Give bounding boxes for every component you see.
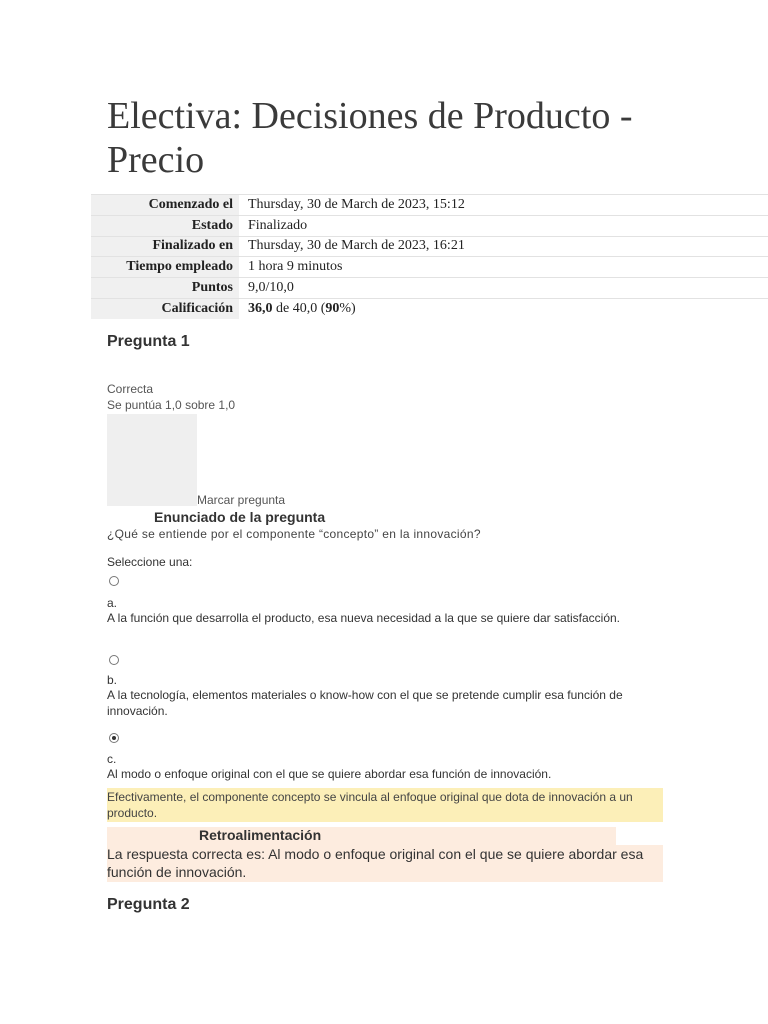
option-b-radio[interactable] <box>109 655 119 665</box>
flag-question-link[interactable]: Marcar pregunta <box>197 493 286 507</box>
right-answer-feedback: La respuesta correcta es: Al modo o enfoque original con el que se quiere abordar esa función de innovación. <box>107 845 663 882</box>
option-b-letter: b. <box>107 673 118 687</box>
question-statement-heading: Enunciado de la pregunta <box>154 509 326 525</box>
summary-row-started <box>91 195 768 216</box>
grade-percent: 90 <box>325 301 340 317</box>
option-a-letter: a. <box>107 596 118 610</box>
question-grade: Se puntúa 1,0 sobre 1,0 <box>107 398 236 412</box>
feedback-heading: Retroalimentación <box>199 827 322 843</box>
question-text: ¿Qué se entiende por el componente “concepto” en la innovación? <box>107 527 481 541</box>
option-c-letter: c. <box>107 752 117 766</box>
feedback-heading-bar <box>107 827 616 845</box>
question-1-heading: Pregunta 1 <box>107 333 190 350</box>
page-title: Electiva: Decisiones de Producto - Precio <box>107 95 633 181</box>
summary-value: 9,0/10,0 <box>248 280 294 296</box>
summary-value: Thursday, 30 de March de 2023, 15:12 <box>248 196 465 212</box>
grade-score: 36,0 <box>248 301 273 317</box>
summary-label: Tiempo empleado <box>91 257 239 278</box>
summary-label: Comenzado el <box>91 195 239 216</box>
summary-row-time-taken <box>91 257 768 278</box>
summary-label: Finalizado en <box>91 236 239 257</box>
grade-total: de 40,0 ( <box>272 301 326 317</box>
option-a-text[interactable]: A la función que desarrolla el producto, esa nueva necesidad a la que se quiere dar satisfacción. <box>107 611 620 625</box>
summary-value: Thursday, 30 de March de 2023, 16:21 <box>248 238 465 254</box>
specific-feedback: Efectivamente, el componente concepto se vincula al enfoque original que dota de innovación a un producto. <box>107 788 663 822</box>
summary-row-points <box>91 278 768 299</box>
summary-row-grade <box>91 298 768 319</box>
summary-row-state <box>91 215 768 236</box>
flag-icon[interactable] <box>107 414 197 506</box>
answer-prompt: Seleccione una: <box>107 555 193 569</box>
question-2-heading: Pregunta 2 <box>107 896 190 913</box>
question-state: Correcta <box>107 382 154 396</box>
summary-label: Estado <box>91 215 239 236</box>
summary-label: Calificación <box>91 298 239 319</box>
summary-row-finished <box>91 236 768 257</box>
option-c-text[interactable]: Al modo o enfoque original con el que se quiere abordar esa función de innovación. <box>107 767 552 781</box>
attempt-summary-table <box>91 194 768 319</box>
option-c-radio-selected[interactable] <box>109 733 119 743</box>
grade-suffix: %) <box>339 301 356 317</box>
option-b-text[interactable]: A la tecnología, elementos materiales o know-how con el que se pretende cumplir esa función de innovación. <box>107 688 623 718</box>
summary-value <box>239 298 768 319</box>
summary-label: Puntos <box>91 278 239 299</box>
option-a-radio[interactable] <box>109 576 119 586</box>
summary-value: Finalizado <box>248 217 308 233</box>
summary-value: 1 hora 9 minutos <box>248 259 343 275</box>
